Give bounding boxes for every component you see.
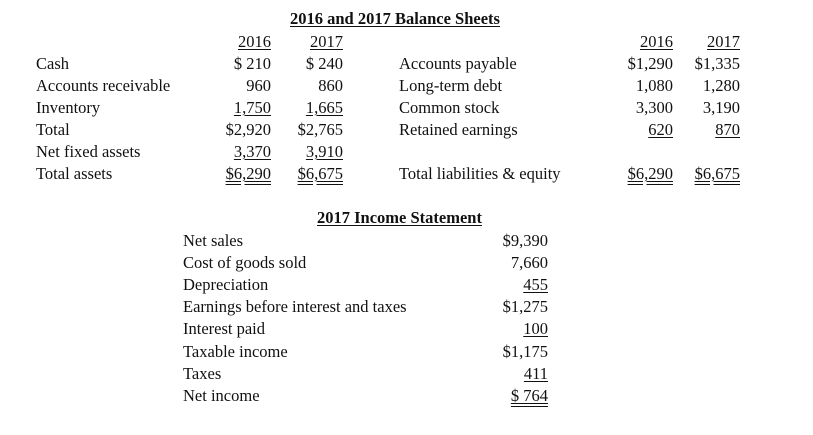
asset-value-2017-accounts-receivable: 860 [318, 76, 343, 95]
liab-value-2017-accounts-payable: $1,335 [694, 54, 740, 73]
assets-year-header-2016: 2016 [238, 32, 271, 51]
liab-value-2016-common-stock: 3,300 [635, 98, 673, 117]
income-label-taxable-income: Taxable income [183, 342, 288, 361]
liab-year-header-2016: 2016 [640, 32, 673, 51]
liab-label-long-term-debt: Long-term debt [399, 76, 503, 95]
liab-value-2017-total-liabilities-equity: $6,675 [694, 164, 740, 183]
asset-value-2016-total: $2,920 [225, 120, 271, 139]
income-value-net-sales: $9,390 [502, 231, 548, 250]
income-label-cogs: Cost of goods sold [183, 253, 307, 272]
asset-label-inventory: Inventory [36, 98, 101, 117]
liab-year-header-2017: 2017 [707, 32, 740, 51]
income-value-cogs: 7,660 [510, 253, 548, 272]
liab-value-2017-retained-earnings-text: 870 [715, 120, 740, 139]
asset-value-2016-total-assets: $6,290 [225, 164, 271, 183]
income-label-depreciation: Depreciation [183, 275, 269, 294]
income-label-net-sales: Net sales [183, 231, 244, 250]
income-statement-title: 2017 Income Statement [317, 208, 482, 227]
income-value-taxes [488, 364, 548, 383]
income-label-taxes: Taxes [183, 364, 222, 383]
asset-value-2016-net-fixed-assets: 3,370 [233, 142, 271, 161]
liab-label-common-stock: Common stock [399, 98, 500, 117]
income-label-net-income: Net income [183, 386, 260, 405]
balance-sheet-title: 2016 and 2017 Balance Sheets [290, 9, 500, 28]
asset-label-total-assets: Total assets [36, 164, 113, 183]
income-value-interest-paid-text: 100 [523, 319, 548, 338]
liab-label-accounts-payable: Accounts payable [399, 54, 517, 73]
asset-value-2016-accounts-receivable: 960 [246, 76, 271, 95]
liab-value-2017-common-stock: 3,190 [702, 98, 740, 117]
asset-value-2017-total-assets: $6,675 [297, 164, 343, 183]
asset-label-accounts-receivable: Accounts receivable [36, 76, 171, 95]
liab-label-retained-earnings: Retained earnings [399, 120, 518, 139]
asset-value-2017-cash: $ 240 [305, 54, 343, 73]
liab-value-2016-accounts-payable: $1,290 [627, 54, 673, 73]
income-value-depreciation [488, 275, 548, 294]
income-label-ebit: Earnings before interest and taxes [183, 297, 407, 316]
income-value-net-income: $ 764 [510, 386, 548, 405]
asset-label-net-fixed-assets: Net fixed assets [36, 142, 141, 161]
income-value-depreciation-text: 455 [523, 275, 548, 294]
liab-value-2017-long-term-debt: 1,280 [702, 76, 740, 95]
income-value-taxes-text: 411 [523, 364, 548, 383]
asset-value-2017-total: $2,765 [297, 120, 343, 139]
liab-value-2016-long-term-debt: 1,080 [635, 76, 673, 95]
income-value-ebit: $1,275 [502, 297, 548, 316]
income-value-interest-paid [488, 319, 548, 338]
assets-year-header-2017: 2017 [310, 32, 343, 51]
liab-value-2016-retained-earnings-text: 620 [648, 120, 673, 139]
income-label-interest-paid: Interest paid [183, 319, 266, 338]
asset-value-2016-inventory: 1,750 [233, 98, 271, 117]
liab-label-total-liabilities-equity: Total liabilities & equity [399, 164, 561, 183]
asset-value-2017-inventory: 1,665 [305, 98, 343, 117]
asset-value-2017-net-fixed-assets: 3,910 [305, 142, 343, 161]
asset-label-total: Total [36, 120, 70, 139]
liab-value-2016-retained-earnings [612, 120, 673, 139]
income-value-taxable-income: $1,175 [502, 342, 548, 361]
liab-value-2017-retained-earnings [680, 120, 740, 139]
asset-value-2016-cash: $ 210 [233, 54, 271, 73]
liab-value-2016-total-liabilities-equity: $6,290 [627, 164, 673, 183]
asset-label-cash: Cash [36, 54, 69, 73]
